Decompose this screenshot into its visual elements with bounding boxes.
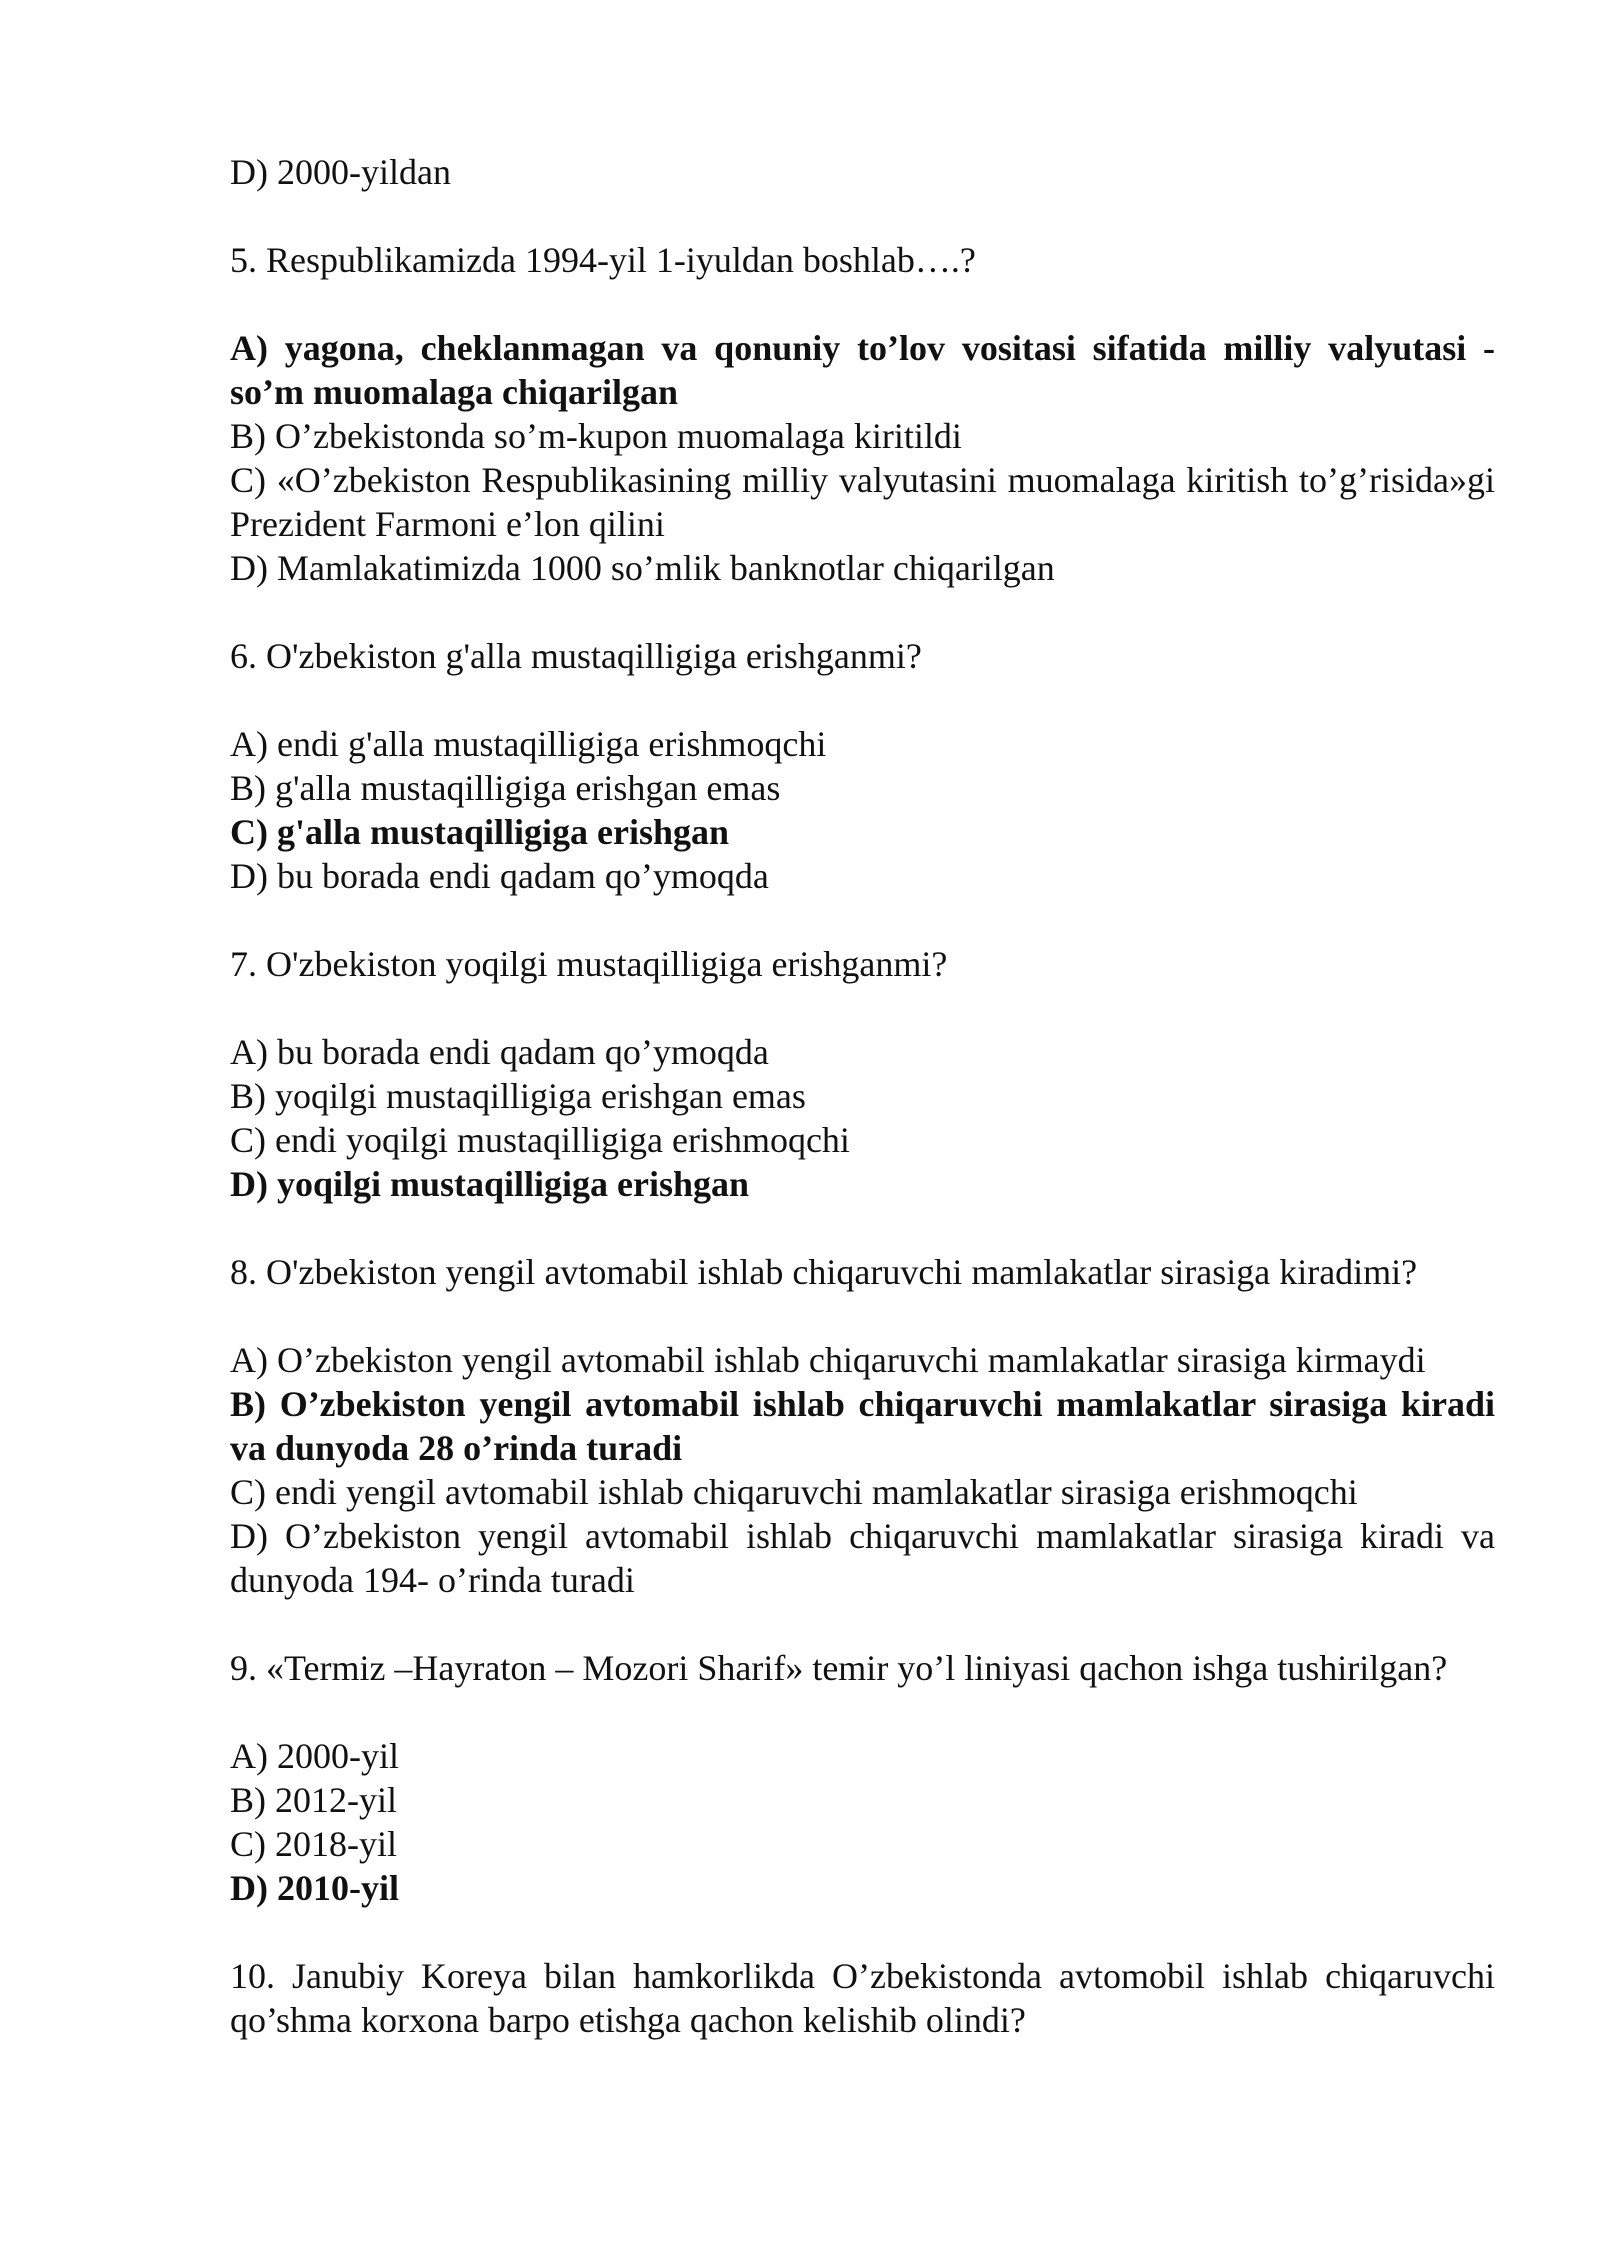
question-8-text: 8. O'zbekiston yengil avtomabil ishlab chiqaruvchi mamlakatlar sirasiga kiradimi? — [230, 1252, 1418, 1292]
spacer — [230, 678, 1495, 722]
question-6-text: 6. O'zbekiston g'alla mustaqilligiga erishganmi? — [230, 636, 922, 676]
spacer — [230, 194, 1495, 238]
question-8-option-c: C) endi yengil avtomabil ishlab chiqaruvchi mamlakatlar sirasiga erishmoqchi — [230, 1472, 1358, 1512]
spacer — [230, 282, 1495, 326]
question-9-option-a: A) 2000-yil — [230, 1736, 399, 1776]
question-9-option-c: C) 2018-yil — [230, 1824, 397, 1864]
question-9-text: 9. «Termiz –Hayraton – Mozori Sharif» temir yo’l liniyasi qachon ishga tushirilgan? — [230, 1648, 1448, 1688]
spacer — [230, 986, 1495, 1030]
spacer — [230, 1690, 1495, 1734]
question-5-option-a-correct: A) yagona, cheklanmagan va qonuniy to’lov vositasi sifatida milliy valyutasi - so’m muomalaga chiqarilgan — [230, 328, 1495, 412]
question-5-option-b: B) O’zbekistonda so’m-kupon muomalaga kiritildi — [230, 416, 962, 456]
question-8-option-d: D) O’zbekiston yengil avtomabil ishlab chiqaruvchi mamlakatlar sirasiga kiradi va dunyoda 194- o’rinda turadi — [230, 1516, 1495, 1600]
spacer — [230, 590, 1495, 634]
document-page — [230, 150, 1495, 2042]
question-6-option-d: D) bu borada endi qadam qo’ymoqda — [230, 856, 769, 896]
spacer — [230, 1206, 1495, 1250]
question-8-option-a: A) O’zbekiston yengil avtomabil ishlab chiqaruvchi mamlakatlar sirasiga kirmaydi — [230, 1340, 1426, 1380]
question-5-option-c: C) «O’zbekiston Respublikasining milliy valyutasini muomalaga kiritish to’g’risida»gi Prezident Farmoni e’lon qilini — [230, 460, 1495, 544]
question-6 — [230, 634, 1495, 898]
question-6-option-b: B) g'alla mustaqilligiga erishgan emas — [230, 768, 781, 808]
question-5-text: 5. Respublikamizda 1994-yil 1-iyuldan boshlab….? — [230, 240, 976, 280]
spacer — [230, 898, 1495, 942]
question-6-option-a: A) endi g'alla mustaqilligiga erishmoqchi — [230, 724, 827, 764]
question-5 — [230, 238, 1495, 590]
question-10-text: 10. Janubiy Koreya bilan hamkorlikda O’zbekistonda avtomobil ishlab chiqaruvchi qo’shma korxona barpo etishga qachon kelishib olindi? — [230, 1956, 1495, 2040]
question-9-option-d-correct: D) 2010-yil — [230, 1868, 399, 1908]
question-8-option-b-correct: B) O’zbekiston yengil avtomabil ishlab chiqaruvchi mamlakatlar sirasiga kiradi va dunyoda 28 o’rinda turadi — [230, 1384, 1495, 1468]
question-7-option-d-correct: D) yoqilgi mustaqilligiga erishgan — [230, 1164, 750, 1204]
previous-option-d: D) 2000-yildan — [230, 152, 451, 192]
spacer — [230, 1294, 1495, 1338]
question-7-option-b: B) yoqilgi mustaqilligiga erishgan emas — [230, 1076, 806, 1116]
question-7-text: 7. O'zbekiston yoqilgi mustaqilligiga erishganmi? — [230, 944, 948, 984]
spacer — [230, 1602, 1495, 1646]
question-9-option-b: B) 2012-yil — [230, 1780, 397, 1820]
question-10 — [230, 1954, 1495, 2042]
question-7 — [230, 942, 1495, 1206]
question-7-option-c: C) endi yoqilgi mustaqilligiga erishmoqchi — [230, 1120, 850, 1160]
question-8 — [230, 1250, 1495, 1602]
question-5-option-d: D) Mamlakatimizda 1000 so’mlik banknotlar chiqarilgan — [230, 548, 1055, 588]
question-9 — [230, 1646, 1495, 1910]
question-7-option-a: A) bu borada endi qadam qo’ymoqda — [230, 1032, 769, 1072]
spacer — [230, 1910, 1495, 1954]
question-6-option-c-correct: C) g'alla mustaqilligiga erishgan — [230, 812, 730, 852]
